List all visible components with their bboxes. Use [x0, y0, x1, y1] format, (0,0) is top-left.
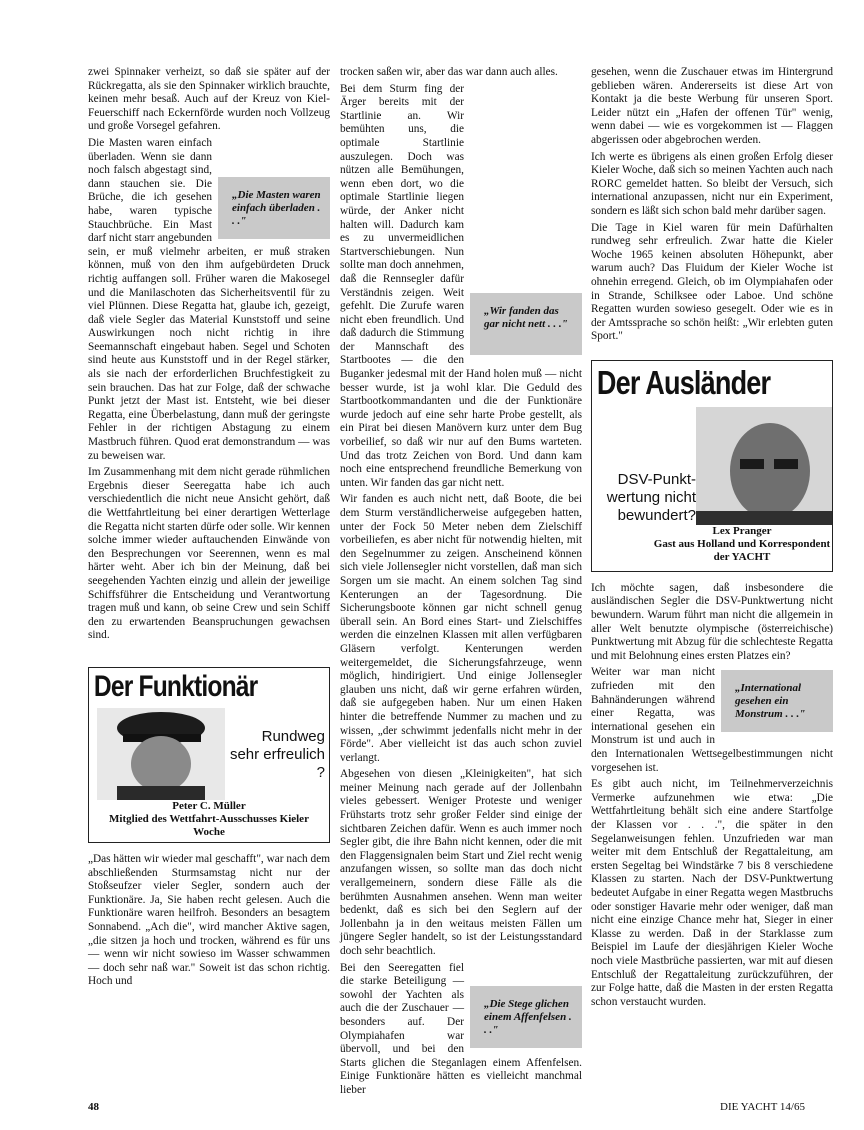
paragraph: Die Masten waren einfach überladen. Wenn sie dann noch falsch abgestagt sind, dann stauchen sie. Die Brüche, die ich gesehen habe, waren typische Stauchbrüche. Ein Mast darf nicht starr angebunden sein, er muß vielmehr arbeiten, er muß straken können, muß von den ihm aufgebürdeten Druck richtig auffangen soll. Früher waren die Makosegel und die Manilaschoten das Sicherheitsventil für zu viel Plünnen. Diese Regatta hat, glaube ich, gezeigt, daß viele Segler das Material Kunststoff und seine Auswirkungen noch nicht richtig in ihre Seemannschaft eingebaut haben. Segel und Schoten sind heute aus Kunststoff und in der Regel stärker, als sie nach der erforderlichen Bruchfestigkeit zu sein brauchen. Das hat zur Folge, daß der schwache Punkt jetzt der Mast ist. Entsteht, wie bei dieser Regatta, eine Überbelastung, dann muß der geringste Fehler in der richtigen Abstagung zu einem Mastbruch führen. Quod erat demonstrandum — was zu beweisen war. [88, 136, 330, 462]
paragraph: gesehen, wenn die Zuschauer etwas im Hintergrund geblieben wären. Andererseits ist diese Art von Kontakt ja die beste Werbung für unseren Sport. Leider nützt ein „Hafen der offenen Tür" wenig, wenn dabei — wie es vorgekommen ist — Flaggen abgerissen oder abgebrochen werden. [591, 66, 833, 146]
box-title: Der Funktionär [93, 669, 258, 703]
paragraph: trocken saßen wir, aber das war dann auch alles. [340, 66, 558, 78]
profile-box-auslaender [591, 360, 833, 572]
portrait-photo [696, 407, 832, 525]
pull-quote-monstrum: „International gesehen ein Monstrum . . ." [721, 670, 833, 732]
pull-quote-masten: „Die Masten waren einfach überladen . . ." [218, 177, 330, 239]
pull-quote-nett: „Wir fanden das gar nicht nett . . ." [470, 293, 582, 355]
column-1 [88, 66, 330, 992]
paragraph: Die Tage in Kiel waren für mein Dafürhalten rundweg sehr erfreulich. Zwar hatte die Kieler Woche 1965 keinen absoluten Höhepunkt, aber warum auch? Das Fluidum der Kieler Woche ist ohnehin erregend. Gleich, ob im Olympiahafen oder in Strande, Schilksee oder Laboe. Und schöne Regatten wurden sowieso gesegelt. Oder wie es in der Amtssprache so schön heißt: „Wir erlebten guten Sport." [591, 221, 833, 343]
page-number: 48 [88, 1101, 99, 1113]
paragraph: Ich werte es übrigens als einen großen Erfolg dieser Kieler Woche, daß sich so meinen Yachten auch nach RORC gemeldet hatten. So bleibt der Versuch, sich international anzupassen, nicht nur ein Experiment, sondern es läßt sich schon bald mehr darüber sagen. [591, 150, 833, 217]
paragraph: Weiter war man nicht zufrieden mit den Bahnänderungen während einer Regatta, was international gesehen ein Monstrum ist und auch in den Internationalen Wettsegelbestimmungen nicht vorgesehen ist. [591, 666, 833, 774]
box-question: Rundweg sehr erfreulich ? [229, 727, 325, 781]
issue-label: DIE YACHT 14/65 [720, 1101, 805, 1113]
pull-quote-stege: „Die Stege glichen einem Affenfelsen . . ." [470, 986, 582, 1048]
person-name: Peter C. Müller Mitglied des Wettfahrt-Ausschusses Kieler Woche [109, 799, 309, 838]
paragraph: Abgesehen von diesen „Kleinigkeiten", hat sich meiner Meinung nach gerade auf der Jollenbahn vieles gebessert. Weniger Proteste und weniger Frühstarts trotz sehr großer Felder sind einige der sichtbaren Zeichen dafür. Wenn es auch immer noch Segler gibt, die ihre Bahn nicht kennen, oder die mit den Flaggensignalen beim Start und Ziel recht wenig anzufangen wissen, so sollte man das doch nicht verallgemeinern, sondern diese Fälle als die berühmten Ausnahmen ansehen. Wenn man weiter bedenkt, daß es sich bei den Seglern auf der Jollenbahn ja in den weitaus meisten Fällen um jüngere Segler handelt, so ist der Leistungsstandard doch sehr beachtlich. [340, 768, 582, 957]
column-2 [340, 66, 582, 1101]
paragraph: Wir fanden es auch nicht nett, daß Boote, die bei dem Sturm verständlicherweise aufgegeben hatten, unter der Fock 50 Meter neben dem Zielschiff vorbeiliefen, es aber nicht für notwendig hielten, mit den Segelnummer zu zeigen. Anscheinend können sich viele Jollensegler nicht vorstellen, daß man sich Sorgen um sie macht. An einem solchen Tag sind Kenterungen an der Tagesordnung. Die Sicherungsboote können gar nicht schnell genug überall sein. An Bord eines Start- und Zielschiffes werden die einzelnen Klassen mit allen verfügbaren Gläsern verfolgt. Kenterungen werden weitergemeldet, die Sicherungsfahrzeuge, wenn möglich, hindirigiert. Und einige Jollensegler glauben uns nicht, daß wir gerne erfahren würden, daß sie aufgegeben haben. Nur um einen Haken hinter die betreffende Nummer zu machen und zu wissen, „der schwimmt jedenfalls nicht mehr in der Förde". Aber vielleicht ist das auch schon zuviel verlangt. [340, 493, 582, 764]
paragraph: Es gibt auch nicht, im Teilnehmerverzeichnis Vermerke aufzunehmen wie etwa: „Die Wettfahrtleitung behält sich eine andere Startfolge der Klassen vor . . .", die später in den Segelanweisungen fehlen. Unzufrieden war man weiter mit dem Entschluß der Regattaleitung, am ersten Segeltag bei Windstärke 7 bis 8 verschiedene Klassen zu starten. Nach der DSV-Punktwertung bedeutet Aufgabe in einer Regatta wegen Mastbruchs oder sonstiger Havarie mehr oder weniger, daß man nicht eine einzige Chance mehr hat, Sieger in einer Klasse zu werden. Daß in der Starklasse zum Beispiel im Laufe der diesjährigen Kieler Woche noch viele Mastbrüche passierten, war mit auf diesen Entschluß der Regattaleitung zurückzuführen, der zur Folge hatte, daß die Masten in der ersten Regatta schon verstaucht wurden. [591, 778, 833, 1008]
paragraph: Bei den Seeregatten fiel die starke Beteiligung — sowohl der Yachten als auch die der Zuschauer — besonders auf. Der Olympiahafen war übervoll, und bei den Starts glichen die Steganlagen einem Affenfelsen. Einige Funktionäre hätten es vielleicht manchmal lieber [340, 961, 582, 1096]
column-3 [591, 66, 833, 1012]
person-name: Lex Pranger Gast aus Holland und Korrespondent der YACHT [653, 524, 831, 563]
paragraph: „Das hätten wir wieder mal geschafft", war nach dem abschließenden Sturmsamstag nicht nur der Stoßseufzer vieler Segler, sondern auch der Funktionäre. Ja, Sie haben recht gelesen. Auch die Funktionäre waren heilfroh. Besonders an besagtem Sonnabend. „Ach die", wird mancher Aktive sagen, „die sitzen ja hoch und trocken, während es für uns — wenn wir nicht sowieso im Wasser schwammen — doch sehr naß war." Soweit ist das schon richtig. Hoch und [88, 852, 330, 988]
box-question: DSV-Punkt-wertung nicht bewundert? [606, 470, 696, 524]
paragraph: zwei Spinnaker verheizt, so daß sie später auf der Rückregatta, als sie den Spinnaker wirklich brauchte, keinen mehr besaß. Auch auf der Kreuz von Kiel-Feuerschiff nach Eckernförde wurden noch Vollzeug und große Vorsegel gefahren. [88, 66, 330, 133]
paragraph: Bei dem Sturm fing der Ärger bereits mit der Startlinie an. Wir bemühten uns, die optimale Startlinie auszulegen. Doch was nützen alle Bemühungen, wenn eben dort, wo die optimale Startlinie liegen würde, der Anker nicht halten will. Dadurch kam es zu unvermeidlichen Startverschiebungen. Nun sollte man doch annehmen, daß die Rennsegler dafür Verständnis zeigen. Weit gefehlt. Die Zurufe waren nicht eben freundlich. Und daß dadurch die Stimmung der Mannschaft des Startbootes — die den Buganker jedesmal mit der Hand holen muß — nicht besser wurde, ist ja wohl klar. Die Geduld des Startbootkommandanten und die der Funktionäre wurde jedoch auf eine sehr harte Probe gestellt, als ein Pirat bei diesen Manövern kurz unter dem Bug vorbeilief, so daß wir nur auf den Bums warteten. Und das trotz Zeichen von Bord. Und dann kam noch eine entsprechend freundliche Bemerkung von unten. Wir fanden das gar nicht nett. [340, 82, 582, 489]
paragraph: Im Zusammenhang mit dem nicht gerade rühmlichen Ergebnis dieser Seeregatta habe ich auch verschiedentlich die nicht neue Ansicht gehört, daß die Wettfahrtleitung bei einer derartigen Wetterlage die Regatta nicht starten dürfe oder solle. Wir kennen solche immer wieder auftauchenden Einwände von den Besprechungen vor Seerennen, wenn es mal härter weht. Aber ich bin der Meinung, daß bei seegehenden Yachten einzig und allein der jeweilige Schiffsführer die Entscheidung und Verantwortung tragen muß und kann, ob seine Crew und sein Schiff den zu erwartenden Beanspruchungen gewachsen sind. [88, 466, 330, 642]
box-title: Der Ausländer [596, 363, 771, 401]
profile-box-funktionaer [88, 667, 330, 843]
portrait-photo [97, 708, 225, 800]
paragraph: Ich möchte sagen, daß insbesondere die ausländischen Segler die DSV-Punktwertung nicht bewundern. Warum führt man nicht die allgemein in aller Welt benutzte olympische (österreichische) Punktwertung mit Abzug für die schlechteste Regatta und mit Belohnung eines ersten Platzes ein? [591, 581, 833, 662]
